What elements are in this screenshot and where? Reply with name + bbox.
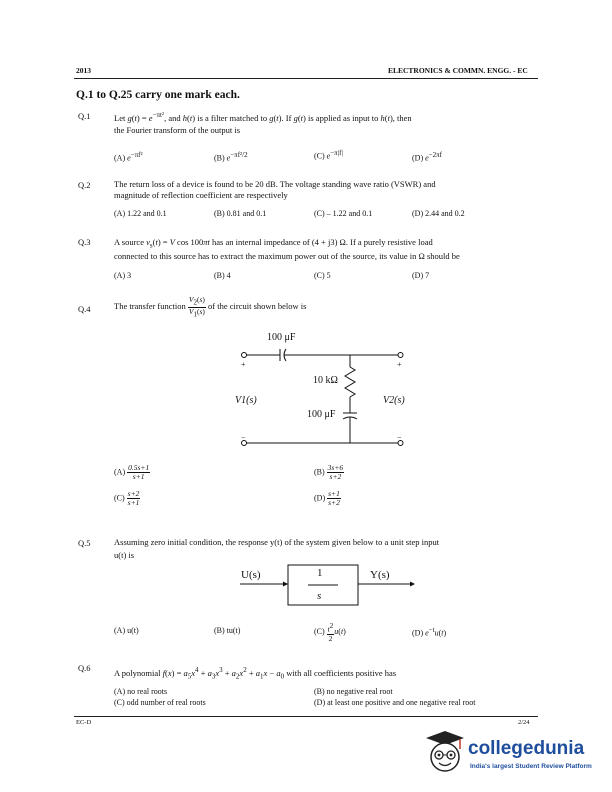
q1-option-c: (C) $e^{-\pi|f|}$ [314, 149, 343, 161]
block-input-label: U(s) [241, 569, 261, 581]
q4-option-b: (B) $\frac{3s+6}{s+2}$ [314, 463, 344, 481]
q3-option-a: (A) 3 [114, 271, 132, 280]
q2-option-c: (C) – 1.22 and 0.1 [314, 209, 373, 218]
q3-text-line2: connected to this source has to extract the maximum power out of the source, its value in Ω should be [114, 251, 460, 261]
collegedunia-mascot-icon [424, 729, 466, 777]
c2-label: 100 μF [307, 409, 336, 420]
output-terminal-top [398, 353, 403, 358]
q6-option-a: (A) no real roots [114, 687, 168, 696]
q5-text-line2: u(t) is [114, 550, 135, 560]
q3-option-d: (D) 7 [412, 271, 430, 280]
q1-number: Q.1 [78, 111, 91, 121]
resistor-10k [345, 367, 355, 397]
svg-text:−: − [241, 433, 246, 442]
block-denominator: s [317, 590, 322, 602]
svg-text:+: + [397, 360, 402, 369]
q1-option-b: (B) $e^{-\pi f^2/2}$ [214, 151, 248, 163]
q6-text: A polynomial $f(x) = a_5x^4 + a_3x^3 + a_2x^2 + a_1x - a_0$ with all coefficients positive has [114, 666, 397, 681]
r-label: 10 kΩ [313, 375, 338, 386]
q5-number: Q.5 [78, 538, 91, 548]
q6-number: Q.6 [78, 663, 91, 673]
svg-text:+: + [241, 360, 246, 369]
q2-text-line2: magnitude of reflection coefficient are respectively [114, 190, 288, 200]
q3-number: Q.3 [78, 237, 91, 247]
paper-code: ELECTRONICS & COMMN. ENGG. - EC [388, 66, 528, 75]
brand-name: collegedunia [468, 738, 585, 759]
q2-number: Q.2 [78, 180, 91, 190]
block-numerator: 1 [317, 567, 323, 579]
q1-option-a: (A) $e^{-\pi f^2}$ [114, 151, 143, 163]
q3-text: A source $v_s(t) = V$ cos 100πt has an internal impedance of (4 + j3) Ω. If a purely resistive load [114, 237, 433, 250]
q5-option-d: (D) $e^{-t}u(t)$ [412, 626, 447, 638]
q4-option-d: (D) $\frac{s+1}{s+2}$ [314, 489, 340, 507]
q1-text-line2: the Fourier transform of the output is [114, 125, 241, 135]
q5-text: Assuming zero initial condition, the response y(t) of the system given below to a unit step input [114, 537, 440, 547]
header-rule [74, 78, 538, 79]
q4-number: Q.4 [78, 304, 91, 314]
q4-option-c: (C) $\frac{s+2}{s+1}$ [114, 489, 140, 507]
q6-option-d: (D) at least one positive and one negative real root [314, 698, 476, 707]
q2-text: The return loss of a device is found to be 20 dB. The voltage standing wave ratio (VSWR) and [114, 179, 436, 189]
q5-option-b: (B) tu(t) [214, 626, 241, 635]
q4-option-a: (A) $\frac{0.5s+1}{s+1}$ [114, 463, 150, 481]
footer-paper-code: EC-D [76, 719, 92, 726]
v1-label: V1(s) [235, 395, 257, 406]
q5-option-a: (A) u(t) [114, 626, 139, 635]
brand-tagline: India's largest Student Review Platform [470, 763, 592, 770]
q2-option-a: (A) 1.22 and 0.1 [114, 209, 167, 218]
v2-label: V2(s) [383, 395, 405, 406]
page-number: 2/24 [518, 719, 530, 726]
q6-option-c: (C) odd number of real roots [114, 698, 206, 707]
section-title: Q.1 to Q.25 carry one mark each. [76, 89, 240, 101]
input-terminal-top [242, 353, 247, 358]
q6-option-b: (B) no negative real root [314, 687, 393, 696]
c1-label: 100 μF [267, 332, 296, 343]
svg-text:−: − [397, 433, 402, 442]
q3-option-b: (B) 4 [214, 271, 231, 280]
q1-text: Let $g(t) = e^{-\pi t^2}$, and h(t) is a filter matched to g(t). If g(t) is applied as input to h(t), then [114, 111, 412, 123]
q2-option-d: (D) 2.44 and 0.2 [412, 209, 465, 218]
q4-text: The transfer function $\frac{V_2(s)}{V_1(s)}$ of the circuit shown below is [114, 295, 307, 318]
q1-option-d: (D) $e^{-2\pi f}$ [412, 151, 442, 163]
q2-option-b: (B) 0.81 and 0.1 [214, 209, 267, 218]
q5-option-c: (C) $\frac{t^2}{2}$ u(t) [314, 622, 346, 643]
footer-rule [74, 716, 538, 717]
rc-circuit-diagram [230, 325, 410, 455]
exam-year: 2013 [76, 66, 91, 75]
q3-option-c: (C) 5 [314, 271, 331, 280]
block-output-label: Y(s) [370, 569, 390, 581]
